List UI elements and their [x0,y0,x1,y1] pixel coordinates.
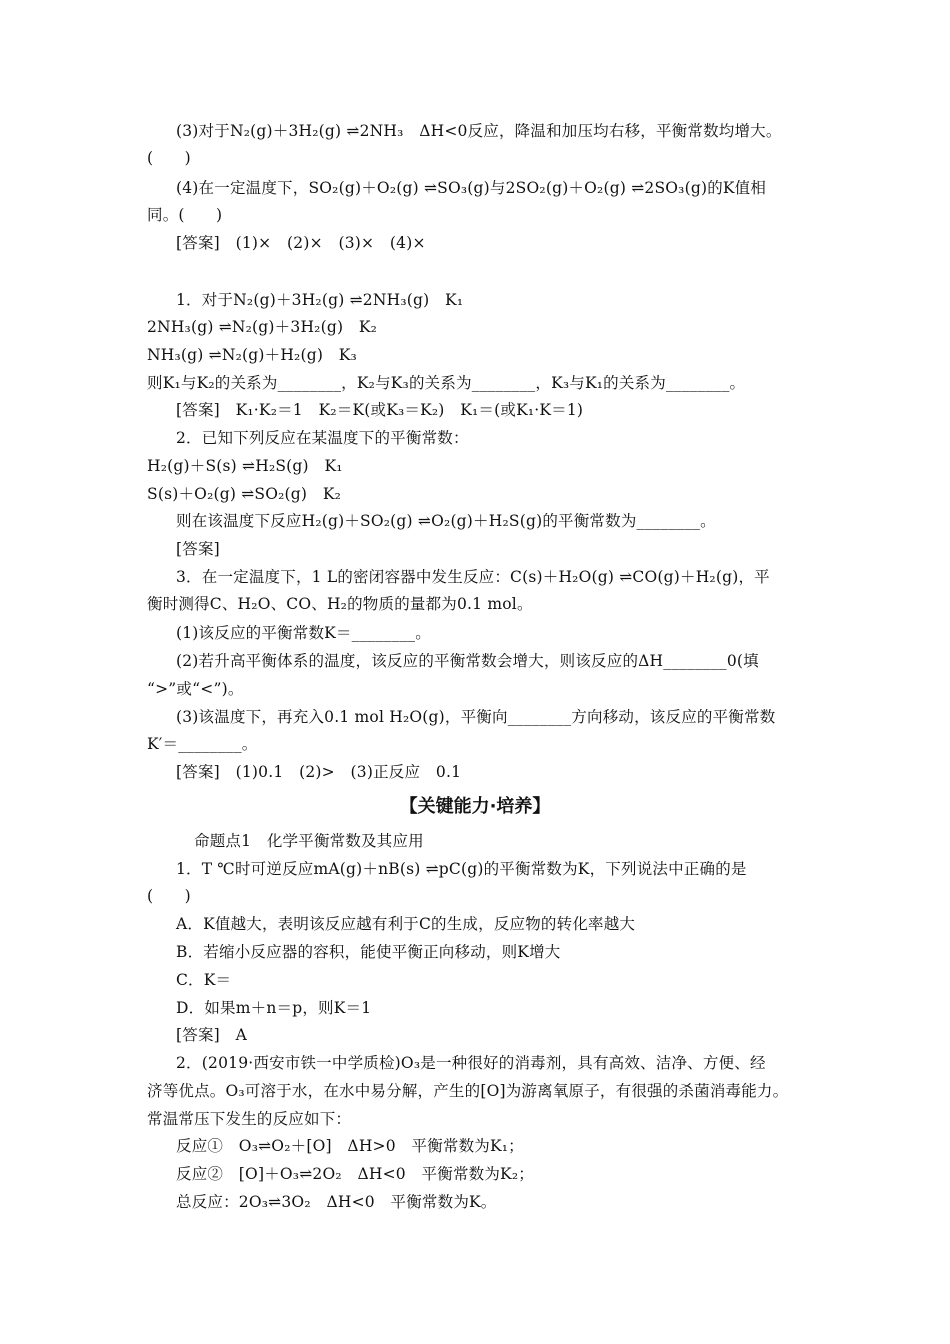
text-line: 反应② [O]＋O₃⇌2O₂ ΔH<0 平衡常数为K₂； [176,1165,534,1183]
section-heading: 【关键能力·培养】 [399,796,551,817]
option-line: C．K＝ [176,971,232,989]
text-line: (3)对于N₂(g)＋3H₂(g) ⇌2NH₃ ΔH<0反应，降温和加压均右移，平衡常数均增大。 [176,122,782,140]
answer-line: [答案] A [176,1026,247,1044]
option-line: B．若缩小反应器的容积，能使平衡正向移动，则K增大 [176,943,561,961]
text-line: NH₃(g) ⇌N₂(g)＋H₂(g) K₃ [147,346,357,364]
text-line: 总反应：2O₃⇌3O₂ ΔH<0 平衡常数为K。 [176,1193,497,1211]
option-line: A．K值越大，表明该反应越有利于C的生成，反应物的转化率越大 [176,915,636,933]
text-line: 则在该温度下反应H₂(g)＋SO₂(g) ⇌O₂(g)＋H₂S(g)的平衡常数为________。 [176,512,716,530]
text-line: 济等优点。O₃可溶于水，在水中易分解，产生的[O]为游离氧原子，有很强的杀菌消毒能力。 [147,1082,789,1100]
text-line: (1)该反应的平衡常数K＝________。 [176,624,431,642]
text-line: (3)该温度下，再充入0.1 mol H₂O(g)，平衡向________方向移动，该反应的平衡常数 [176,708,776,726]
text-line: 2．已知下列反应在某温度下的平衡常数： [176,429,469,447]
text-line: (4)在一定温度下，SO₂(g)＋O₂(g) ⇌SO₃(g)与2SO₂(g)＋O₂(g) ⇌2SO₃(g)的K值相 [176,179,767,197]
topic-line: 命题点1 化学平衡常数及其应用 [194,832,424,850]
text-line: 则K₁与K₂的关系为________，K₂与K₃的关系为________，K₃与K₁的关系为________。 [147,374,746,392]
text-line: 3．在一定温度下，1 L的密闭容器中发生反应：C(s)＋H₂O(g) ⇌CO(g)＋H₂(g)，平 [176,568,770,586]
text-line: S(s)＋O₂(g) ⇌SO₂(g) K₂ [147,485,342,503]
text-line: 1．T ℃时可逆反应mA(g)＋nB(s) ⇌pC(g)的平衡常数为K，下列说法中正确的是 [176,860,747,878]
text-line: 2．(2019·西安市铁一中学质检)O₃是一种很好的消毒剂，具有高效、洁净、方便、经 [176,1054,766,1072]
text-line: 1．对于N₂(g)＋3H₂(g) ⇌2NH₃(g) K₁ [176,291,464,309]
answer-line: [答案] (1)× (2)× (3)× (4)× [176,234,426,252]
text-line: 2NH₃(g) ⇌N₂(g)＋3H₂(g) K₂ [147,318,378,336]
text-line: 同。( ) [147,206,223,224]
text-line: ( ) [147,149,191,167]
text-line: “>”或“<”)。 [147,680,244,698]
text-line: 常温常压下发生的反应如下： [147,1110,352,1128]
answer-line: [答案] (1)0.1 (2)> (3)正反应 0.1 [176,763,462,781]
text-line: H₂(g)＋S(s) ⇌H₂S(g) K₁ [147,457,343,475]
answer-line: [答案] [176,540,220,558]
answer-line: [答案] K₁·K₂＝1 K₂＝K(或K₃＝K₂) K₁＝(或K₁·K＝1) [176,401,584,419]
text-line: K′＝________。 [147,735,258,753]
text-line: (2)若升高平衡体系的温度，该反应的平衡常数会增大，则该反应的ΔH________0(填 [176,652,759,670]
text-line: ( ) [147,887,191,905]
option-line: D．如果m＋n＝p，则K＝1 [176,999,372,1017]
text-line: 反应① O₃⇌O₂＋[O] ΔH>0 平衡常数为K₁； [176,1137,524,1155]
text-line: 衡时测得C、H₂O、CO、H₂的物质的量都为0.1 mol。 [147,595,533,613]
